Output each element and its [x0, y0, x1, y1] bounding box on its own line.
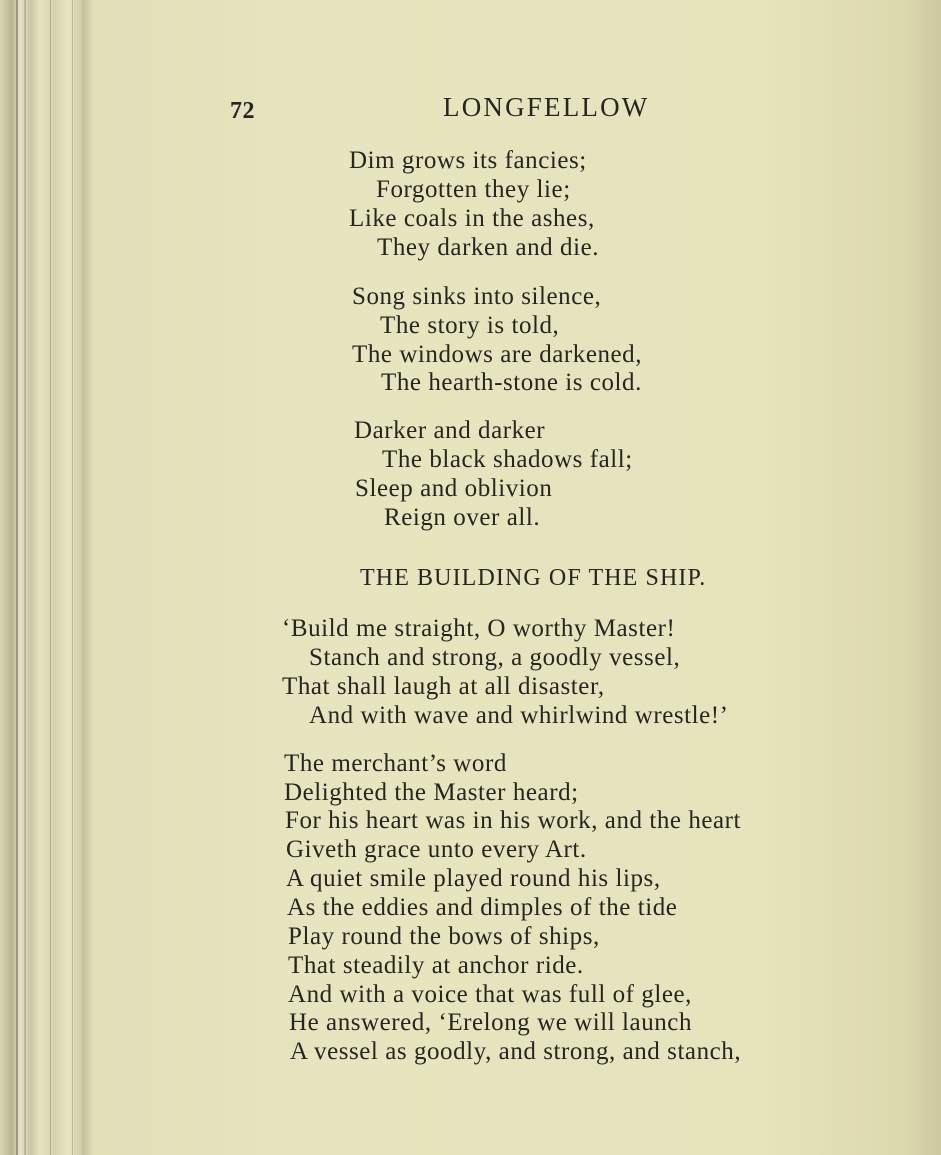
poem-line: A vessel as goodly, and strong, and stanch, — [290, 1038, 742, 1065]
poem-line: He answered, ‘Erelong we will launch — [289, 1009, 692, 1036]
poem-line: Reign over all. — [384, 504, 541, 531]
poem-line: And with a voice that was full of glee, — [288, 981, 692, 1008]
poem-line: Delighted the Master heard; — [284, 779, 579, 806]
binding-edge-line — [50, 0, 51, 1155]
poem-line: ‘Build me straight, O worthy Master! — [282, 615, 676, 642]
poem-line: Darker and darker — [354, 417, 546, 444]
poem-title: THE BUILDING OF THE SHIP. — [360, 565, 707, 591]
poem-line: Play round the bows of ships, — [288, 923, 600, 950]
page-edge-shadow — [903, 0, 941, 1155]
poem-line: They darken and die. — [377, 234, 600, 261]
poem-line: As the eddies and dimples of the tide — [287, 894, 678, 921]
poem-line: The windows are darkened, — [352, 341, 643, 368]
poem-line: That steadily at anchor ride. — [288, 952, 584, 979]
poem-line: Dim grows its fancies; — [349, 147, 587, 174]
poem-line: Song sinks into silence, — [352, 283, 602, 310]
poem-line: The merchant’s word — [284, 750, 507, 777]
poem-line: A quiet smile played round his lips, — [286, 865, 661, 892]
poem-line: The hearth-stone is cold. — [381, 369, 642, 396]
binding-edge-line — [72, 0, 73, 1155]
poem-line: Forgotten they lie; — [376, 176, 571, 203]
binding-edge-line — [16, 0, 18, 1155]
poem-line: The story is told, — [380, 312, 560, 339]
page-number: 72 — [230, 98, 255, 124]
poem-line: Stanch and strong, a goodly vessel, — [309, 644, 681, 671]
poem-line: That shall laugh at all disaster, — [282, 673, 605, 700]
running-title: LONGFELLOW — [443, 92, 650, 122]
book-binding — [0, 0, 82, 1155]
poem-line: For his heart was in his work, and the heart — [285, 807, 742, 834]
binding-edge-line — [24, 0, 26, 1155]
poem-line: And with wave and whirlwind wrestle!’ — [309, 702, 729, 729]
poem-line: Sleep and oblivion — [355, 475, 553, 502]
page-gutter-shadow — [82, 0, 94, 1155]
poem-line: The black shadows fall; — [382, 446, 633, 473]
poem-line: Like coals in the ashes, — [349, 205, 595, 232]
poem-line: Giveth grace unto every Art. — [286, 836, 587, 863]
